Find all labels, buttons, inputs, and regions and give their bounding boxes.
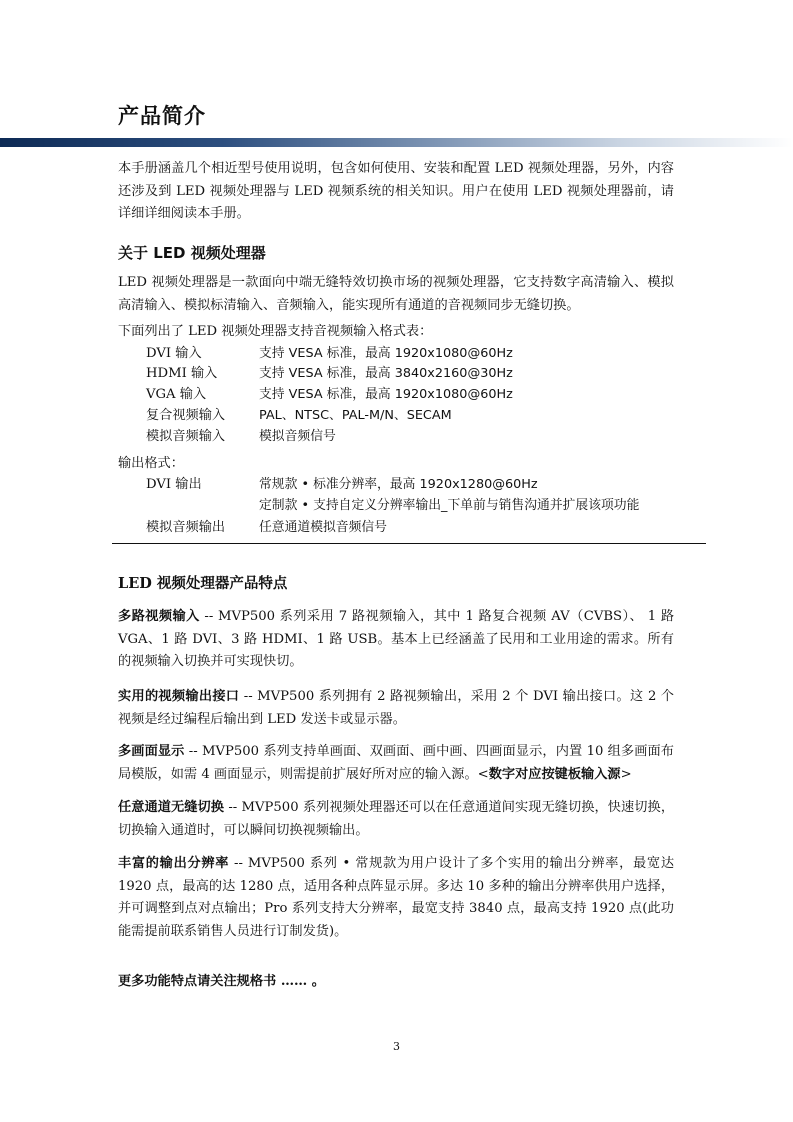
output-desc: 常规款 • 标准分辨率，最高 1920x1280@60Hz — [259, 477, 538, 492]
page-title: 产品简介 — [118, 104, 206, 128]
feature-lead: 实用的视频输出接口 — [118, 689, 240, 704]
intro-paragraph: 本手册涵盖几个相近型号使用说明，包含如何使用、安装和配置 LED 视频处理器，另外，内容还涉及到 LED 视频处理器与 LED 视频系统的相关知识。用户在使用 LED 视频处理器前，请详细详细阅读本手册。 — [118, 161, 674, 221]
input-desc: 支持 VESA 标准，最高 1920x1080@60Hz — [259, 346, 513, 361]
input-name: 模拟音频输入 — [146, 429, 226, 444]
feature-paragraph — [118, 853, 674, 943]
feature-paragraph — [118, 686, 674, 731]
title-gradient-bar — [0, 138, 793, 147]
input-desc: PAL、NTSC、PAL-M/N、SECAM — [259, 408, 452, 423]
feature-text: -- MVP500 系列支持单画面、双画面、画中画、四画面显示，内置 10 组多画面布局模版，如需 4 画面显示，则需提前扩展好所对应的输入源。< — [118, 744, 674, 782]
input-name: VGA 输入 — [146, 387, 207, 402]
output-desc: 任意通道模拟音频信号 — [259, 520, 387, 535]
feature-paragraph — [118, 797, 674, 842]
features-heading: LED 视频处理器产品特点 — [118, 575, 288, 592]
feature-tail: 数字对应按键板输入源 — [488, 766, 621, 782]
input-name: 复合视频输入 — [146, 408, 226, 423]
input-format-intro: 下面列出了 LED 视频处理器支持音视频输入格式表： — [118, 324, 433, 339]
feature-text: -- MVP500 系列视频处理器还可以在任意通道间实现无缝切换，快速切换，切换输入通道时，可以瞬间切换视频输出。 — [118, 800, 675, 838]
input-name: HDMI 输入 — [146, 366, 218, 381]
feature-text: -- MVP500 系列采用 7 路视频输入，其中 1 路复合视频 AV（CVBS）、 1 路 VGA、1 路 DVI、3 路 HDMI、1 路 USB。基本上已经涵盖了民用和工业用途的需求。所有的视频输入切换并可实现快切。 — [118, 609, 675, 669]
feature-paragraph: 多画面显示 -- MVP500 系列支持单画面、双画面、画中画、四画面显示，内置 10 组多画面布局模版，如需 4 画面显示，则需提前扩展好所对应的输入源。<数字对应按键板输入源> — [118, 744, 674, 782]
about-heading: 关于 LED 视频处理器 — [118, 244, 266, 262]
feature-paragraph — [118, 606, 674, 674]
output-desc: 定制款 • 支持自定义分辨率输出_下单前与销售沟通并扩展该项功能 — [259, 498, 640, 513]
section-divider — [112, 543, 706, 544]
feature-lead: 丰富的输出分辨率 — [118, 856, 230, 871]
input-name: DVI 输入 — [146, 346, 202, 361]
more-features-note: 更多功能特点请关注规格书 …… 。 — [118, 974, 325, 989]
input-desc: 支持 VESA 标准，最高 1920x1080@60Hz — [259, 387, 513, 402]
output-format-intro: 输出格式： — [118, 456, 184, 471]
input-desc: 模拟音频信号 — [259, 429, 336, 444]
feature-text: -- MVP500 系列拥有 2 路视频输出，采用 2 个 DVI 输出接口。这 2 个视频是经过编程后输出到 LED 发送卡或显示器。 — [118, 689, 674, 727]
feature-lead: 多画面显示 — [118, 744, 185, 759]
feature-text: -- MVP500 系列 • 常规款为用户设计了多个实用的输出分辨率，最宽达 1920 点，最高的达 1280 点，适用各种点阵显示屏。多达 10 多种的输出分辨率供用户选择，并可调整到点对点输出；Pro 系列支持大分辨率，最宽支持 3840 点，最高支持 1920 点(此功能需提前联系销售人员进行订制发货)。 — [118, 856, 675, 939]
input-desc: 支持 VESA 标准，最高 3840x2160@30Hz — [259, 366, 513, 381]
about-description: LED 视频处理器是一款面向中端无缝特效切换市场的视频处理器，它支持数字高清输入、模拟高清输入、模拟标清输入、音频输入，能实现所有通道的音视频同步无缝切换。 — [118, 275, 674, 313]
feature-lead: 任意通道无缝切换 — [118, 800, 225, 815]
output-name: DVI 输出 — [146, 477, 202, 492]
feature-lead: 多路视频输入 — [118, 609, 200, 624]
output-name: 模拟音频输出 — [146, 520, 226, 535]
page-number: 3 — [393, 1040, 400, 1053]
